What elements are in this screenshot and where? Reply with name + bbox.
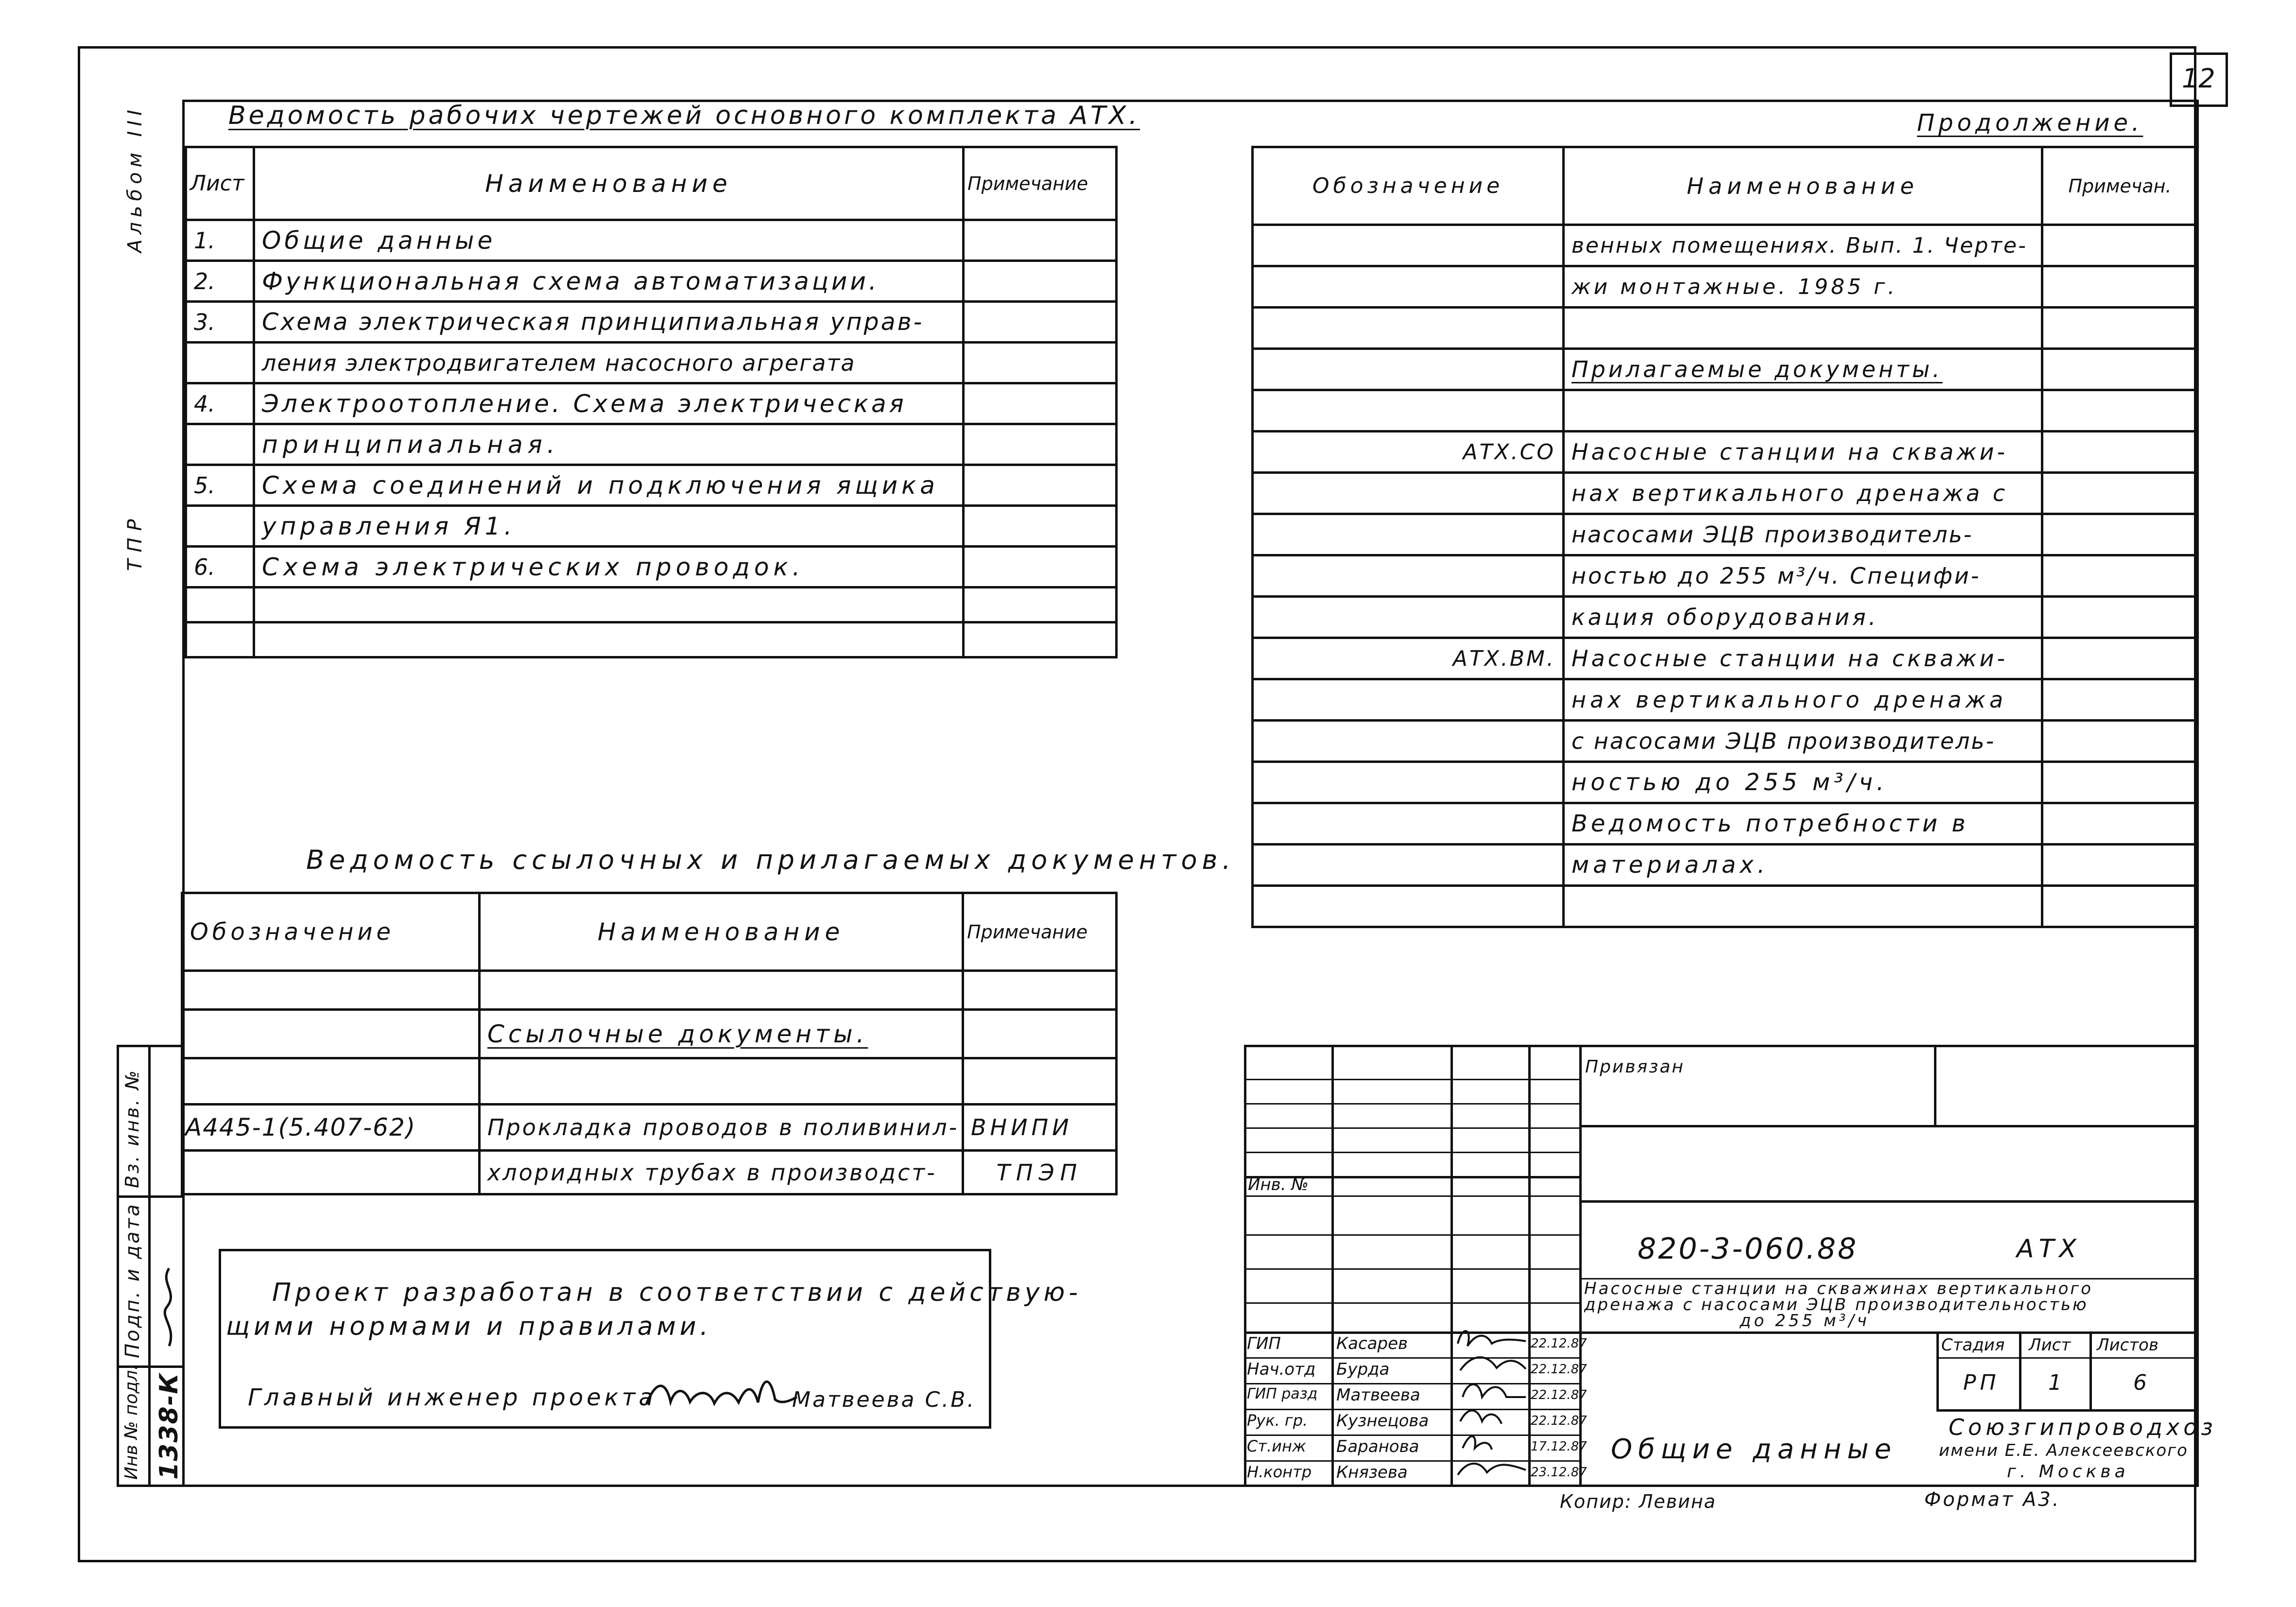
table-row [1253,349,2198,390]
table-row [1253,266,2198,308]
row-designation: АТХ.ВМ. [1253,638,1564,679]
row-note [964,506,1117,547]
tb-stage-header-line [1936,1357,2196,1359]
tb-privyazan-bottom [1579,1125,2196,1127]
tb-row [1244,1195,1579,1197]
chief-engineer-name: Матвеева С.В. [792,1387,976,1412]
row-name [254,622,964,657]
tb-col1 [1331,1045,1334,1485]
table-row [186,588,1117,622]
row-name: Схема соединений и подключения ящика [254,465,964,506]
doc-code: 820-3-060.88 [1638,1232,1858,1266]
stage-value: РП [1963,1370,2000,1395]
table-row [1253,721,2198,762]
row-note [2042,349,2198,390]
statement-line2: щими нормами и правилами. [226,1312,712,1341]
row-sheet: 1. [186,220,254,261]
row-note: ТПЭП [963,1151,1117,1194]
row-designation [1253,473,1564,514]
org-line3: г. Москва [2007,1462,2129,1482]
row-designation [1253,349,1564,390]
sig-date: 22.12.87 [1531,1414,1587,1428]
row-name: Функциональная схема автоматизации. [254,261,964,302]
table-row [186,261,1117,302]
left-strip-line-b [148,1045,151,1487]
sig-name: Касарев [1336,1334,1408,1353]
sig-date: 22.12.87 [1531,1362,1587,1377]
sig-role: Н.контр [1247,1463,1312,1481]
sig-date: 17.12.87 [1531,1439,1587,1454]
description-line1: Насосные станции на скважинах вертикального [1584,1279,2093,1298]
table-row [186,622,1117,657]
tb-top [1244,1045,2196,1047]
statement-line1: Проект разработан в соответствии с действую- [272,1278,1082,1307]
row-name [1564,390,2042,432]
row-note [2042,886,2198,927]
col-header-note: Примечание [964,147,1117,220]
left-strip-line-a [117,1045,119,1487]
row-designation [1253,762,1564,803]
row-name: Ведомость потребности в [1564,803,2042,845]
table-row [1253,225,2198,266]
sheet-header: Лист [2029,1335,2071,1355]
sig-date: 22.12.87 [1531,1336,1587,1351]
row-note [963,1058,1117,1105]
reference-docs-table [181,892,1118,1195]
sig-role: Рук. гр. [1247,1411,1308,1430]
inv-no-label: Инв. № [1248,1175,1309,1194]
row-name: Насосные станции на скважи- [1564,432,2042,473]
row-note [964,622,1117,657]
tb-row [1244,1152,1579,1153]
description-line3: до 255 м³/ч [1740,1311,1870,1331]
sheet-value: 1 [2048,1370,2062,1395]
row-name [254,588,964,622]
sig-date: 22.12.87 [1531,1388,1587,1402]
row-name: Прокладка проводов в поливинил- [480,1105,963,1151]
tb-stage-left [1936,1331,1939,1409]
col-header-designation: Обозначение [1253,147,1564,225]
row-sheet [186,622,254,657]
tb-row [1244,1302,1579,1304]
tb-privyazan-divider [1934,1045,1936,1125]
sig-role: Ст.инж [1247,1437,1306,1455]
row-name: Насосные станции на скважи- [1564,638,2042,679]
row-note [964,547,1117,588]
table-row [1253,845,2198,886]
row-note [2042,762,2198,803]
col-header-name: Наименование [480,893,963,971]
table-row [182,971,1117,1010]
row-designation [1253,390,1564,432]
table-row [186,506,1117,547]
vz-inv-label: Вз. инв. № [121,1068,143,1188]
table-row [186,302,1117,343]
row-name: Схема электрических проводок. [254,547,964,588]
sheet-title: Общие данные [1611,1434,1897,1465]
row-designation [1253,597,1564,638]
row-sheet: 6. [186,547,254,588]
row-name: Общие данные [254,220,964,261]
row-note [964,588,1117,622]
podp-data-label: Подп. и дата [121,1202,144,1358]
tb-stage-mid1 [2019,1331,2021,1409]
left-strip-signature-icon [155,1263,184,1351]
table-row [1253,308,2198,349]
frame-bottom-line [117,1485,2199,1487]
row-note [2042,555,2198,597]
description-line2: дренажа с насосами ЭЦВ производительностью [1584,1295,2089,1314]
row-name: ления электродвигателем насосного агрегата [254,343,964,383]
row-name: жи монтажные. 1985 г. [1564,266,2042,308]
table-row [1253,473,2198,514]
row-designation [1253,308,1564,349]
row-note [2042,597,2198,638]
table-row [1253,679,2198,721]
table-row [1253,762,2198,803]
format-label: Формат А3. [1924,1488,2061,1511]
row-note [964,261,1117,302]
sheets-header: Листов [2097,1335,2159,1355]
row-name [480,971,963,1010]
table-row [186,343,1117,383]
row-sheet [186,588,254,622]
privyazan-label: Привязан [1585,1057,1685,1077]
row-designation [1253,679,1564,721]
table-row [1253,555,2198,597]
sig-date: 23.12.87 [1531,1465,1587,1480]
row-sheet [186,424,254,465]
table-row [1253,390,2198,432]
row-note [964,383,1117,424]
sheets-value: 6 [2133,1370,2147,1395]
sig-name: Баранова [1336,1437,1419,1456]
doc-suffix: АТХ [2017,1234,2081,1263]
table-row [1253,514,2198,555]
sig-name: Князева [1336,1463,1408,1482]
tb-stage-bottom [1936,1409,2196,1412]
tb-row [1244,1234,1579,1236]
row-name: материалах. [1564,845,2042,886]
chief-engineer-label: Главный инженер проекта [248,1384,656,1411]
stage-header: Стадия [1941,1335,2005,1355]
table-row [186,465,1117,506]
table-row [1253,886,2198,927]
col-header-note: Примечан. [2042,147,2198,225]
row-designation [182,1151,480,1194]
row-designation: АТХ.СО [1253,432,1564,473]
row-note [964,302,1117,343]
row-note [964,343,1117,383]
row-note [2042,432,2198,473]
row-name: принципиальная. [254,424,964,465]
tb-stage-mid2 [2089,1331,2092,1409]
tb-left [1244,1045,1246,1485]
row-name [1564,886,2042,927]
row-note [964,424,1117,465]
tb-row [1244,1079,1579,1080]
col-header-name: Наименование [1564,147,2042,225]
left-strip-top [117,1045,185,1047]
table-row [1253,803,2198,845]
table-row [182,1151,1117,1194]
row-designation [1253,886,1564,927]
row-name: с насосами ЭЦВ производитель- [1564,721,2042,762]
row-name [480,1058,963,1105]
reference-docs-title: Ведомость ссылочных и прилагаемых документов. [306,845,1236,875]
row-name: нах вертикального дренажа [1564,679,2042,721]
inv-no-podl-label: Инв № подл. [121,1365,141,1480]
row-note [2042,679,2198,721]
row-sheet: 2. [186,261,254,302]
row-designation [182,1010,480,1058]
row-name: Ссылочные документы. [480,1010,963,1058]
row-note [2042,473,2198,514]
row-sheet: 3. [186,302,254,343]
row-note [964,465,1117,506]
sig-name: Матвеева [1336,1385,1420,1405]
row-name: хлоридных трубах в производст- [480,1151,963,1194]
row-note [2042,721,2198,762]
col-header-sheet: Лист [186,147,254,220]
row-note [2042,266,2198,308]
sig-name: Бурда [1336,1360,1390,1379]
row-sheet [186,343,254,383]
working-drawings-table [185,146,1118,658]
continuation-table [1251,146,2199,928]
row-name [1564,308,2042,349]
tb-code-top [1579,1200,2196,1203]
row-note [964,220,1117,261]
row-name: Электроотопление. Схема электрическая [254,383,964,424]
row-note [2042,803,2198,845]
table-row [182,1105,1117,1151]
row-sheet: 5. [186,465,254,506]
row-note [963,1010,1117,1058]
row-note [963,971,1117,1010]
row-name: Схема электрическая принципиальная управ- [254,302,964,343]
row-note [2042,845,2198,886]
signatures-icon [1453,1324,1531,1485]
row-note [2042,514,2198,555]
row-note: ВНИПИ [963,1105,1117,1151]
sig-role: ГИП разд [1247,1385,1318,1402]
tpr-label: ТПР [124,512,146,571]
row-name: ностью до 255 м³/ч. [1564,762,2042,803]
col-header-note: Примечание [963,893,1117,971]
row-note [2042,308,2198,349]
working-drawings-title: Ведомость рабочих чертежей основного комплекта АТХ. [228,101,1140,130]
row-designation: А445-1(5.407-62) [182,1105,480,1151]
sig-role: ГИП [1247,1334,1281,1353]
table-row [1253,432,2198,473]
sig-name: Кузнецова [1336,1411,1429,1431]
page-number: 12 [2182,63,2215,94]
table-row [1253,638,2198,679]
tb-desc-bottom [1579,1331,2196,1334]
inv-value: 1338-К [155,1372,184,1480]
sig-role: Нач.отд [1247,1360,1316,1379]
col-header-designation: Обозначение [182,893,480,971]
row-name: Прилагаемые документы. [1564,349,2042,390]
row-name: управления Я1. [254,506,964,547]
row-designation [182,1058,480,1105]
row-designation [1253,845,1564,886]
row-designation [1253,721,1564,762]
chief-signature-icon [641,1370,802,1419]
tb-row [1244,1268,1579,1270]
row-designation [182,971,480,1010]
table-row [186,424,1117,465]
row-name: кация оборудования. [1564,597,2042,638]
row-designation [1253,555,1564,597]
table-row [186,547,1117,588]
row-designation [1253,803,1564,845]
tb-row [1244,1103,1579,1105]
table-row [182,1010,1117,1058]
table-row [182,1058,1117,1105]
table-row [1253,597,2198,638]
row-designation [1253,266,1564,308]
table-row [186,383,1117,424]
row-note [2042,390,2198,432]
left-strip-div1 [117,1195,185,1198]
continuation-title: Продолжение. [1917,109,2143,137]
row-name: ностью до 255 м³/ч. Специфи- [1564,555,2042,597]
row-name: насосами ЭЦВ производитель- [1564,514,2042,555]
org-line2: имени Е.Е. Алексеевского [1939,1441,2188,1460]
copier-label: Копир: Левина [1560,1491,1716,1512]
row-sheet [186,506,254,547]
row-note [2042,638,2198,679]
col-header-name: Наименование [254,147,964,220]
tb-row [1244,1127,1579,1129]
row-name: нах вертикального дренажа с [1564,473,2042,514]
album-label: Альбом III [124,105,146,253]
table-row [186,220,1117,261]
org-line1: Союзгипроводхоз [1949,1414,2217,1440]
row-designation [1253,225,1564,266]
row-note [2042,225,2198,266]
row-name: венных помещениях. Вып. 1. Черте- [1564,225,2042,266]
row-designation [1253,514,1564,555]
row-sheet: 4. [186,383,254,424]
